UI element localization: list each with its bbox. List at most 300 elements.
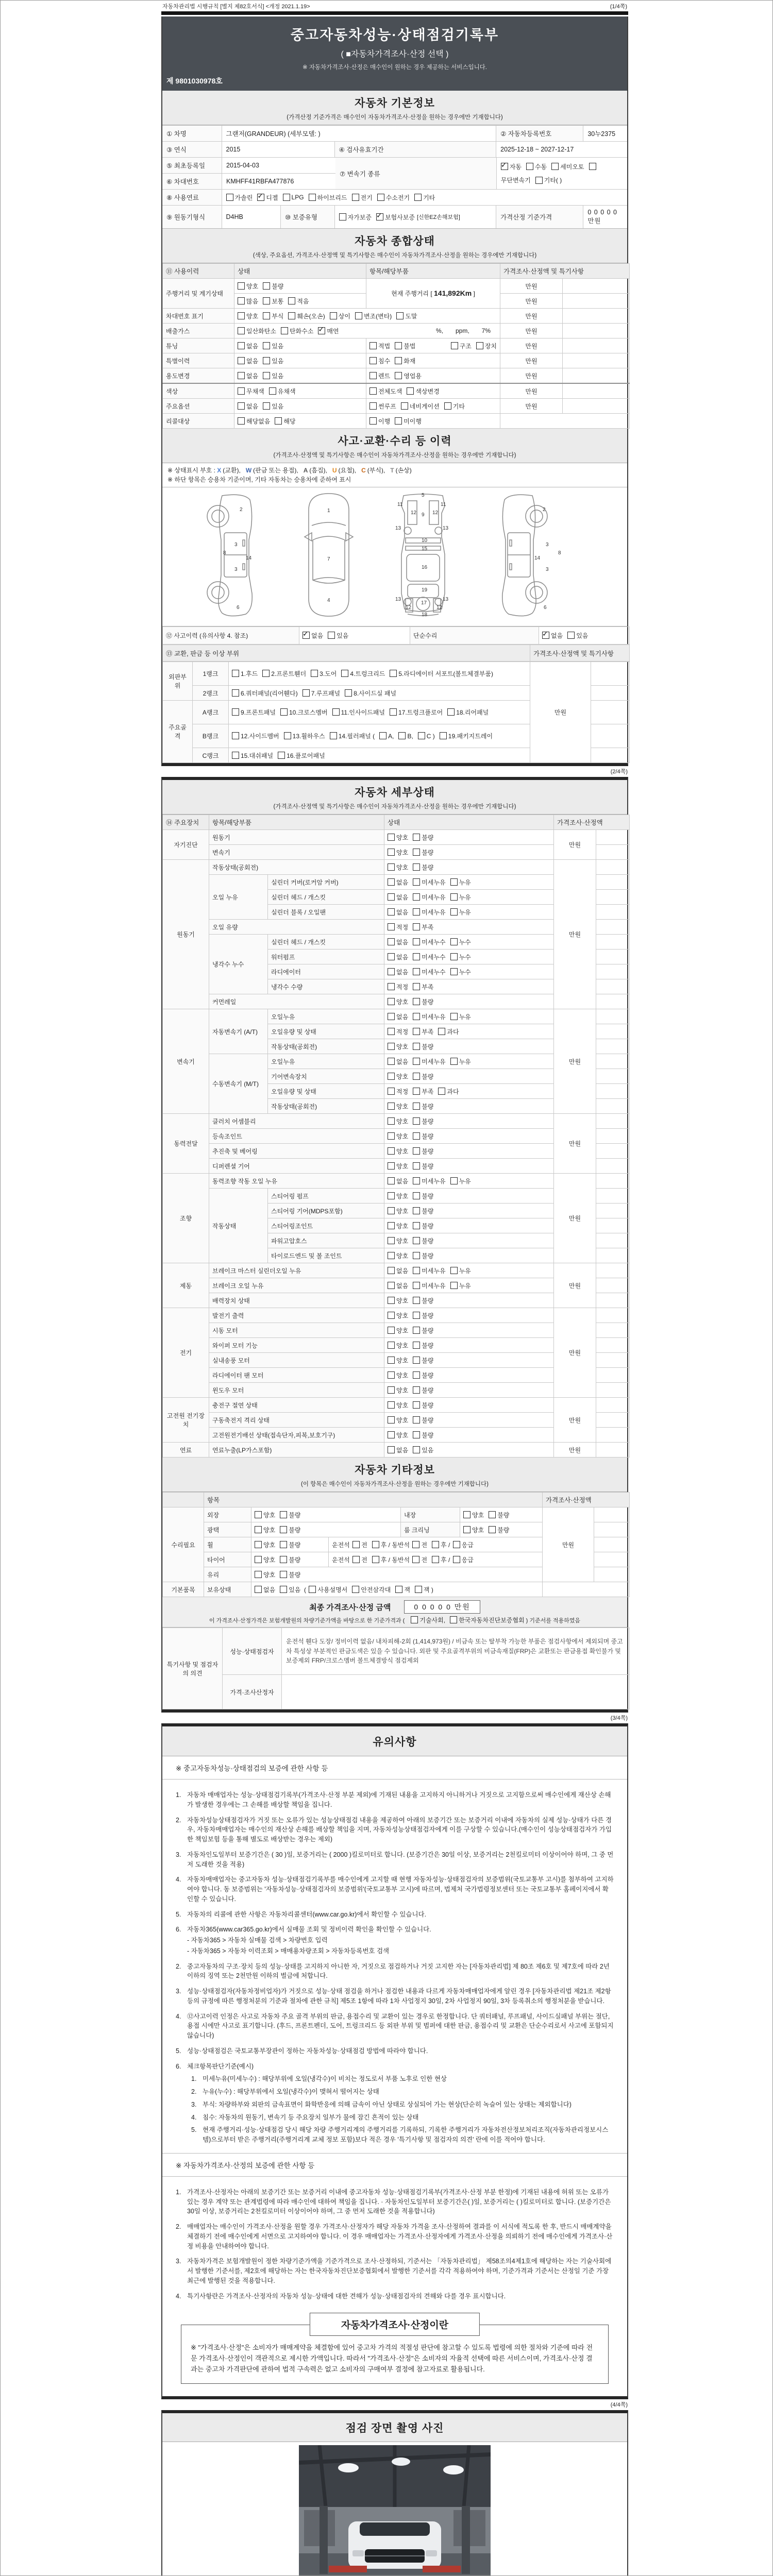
checkbox[interactable] — [542, 632, 549, 639]
checkbox[interactable] — [450, 908, 458, 916]
checkbox[interactable] — [369, 417, 377, 425]
item-cell: 클러치 어셈블리 — [209, 1114, 384, 1129]
checkbox[interactable] — [238, 282, 245, 290]
checkbox[interactable] — [411, 1616, 418, 1623]
checkbox[interactable] — [413, 1013, 420, 1020]
checkbox[interactable] — [309, 1586, 316, 1593]
checkbox[interactable] — [388, 1327, 395, 1334]
checkbox[interactable] — [447, 708, 455, 716]
checkbox[interactable] — [388, 1416, 395, 1423]
checkbox[interactable] — [311, 670, 318, 677]
checkbox[interactable] — [369, 357, 377, 364]
checkbox[interactable] — [395, 342, 402, 349]
checkbox[interactable] — [388, 908, 395, 916]
checkbox[interactable] — [413, 1401, 420, 1409]
checkbox[interactable] — [388, 1401, 395, 1409]
checkbox[interactable] — [232, 689, 239, 697]
tire-checks: 양호 불량 — [251, 1552, 329, 1567]
checkbox[interactable] — [401, 402, 408, 410]
checkbox[interactable] — [413, 834, 420, 841]
checkbox[interactable] — [489, 1511, 496, 1518]
checkbox[interactable] — [398, 732, 406, 739]
checkbox[interactable] — [255, 1526, 262, 1533]
item-cell: 오일 누유 — [209, 875, 268, 920]
checkbox[interactable] — [450, 1058, 458, 1065]
blank-cell — [596, 1383, 630, 1398]
item-cell: 브레이크 마스터 실린더오일 누유 — [209, 1263, 384, 1278]
page-4 — [161, 2410, 628, 2576]
checkbox[interactable] — [232, 752, 239, 759]
checkbox[interactable] — [413, 1342, 420, 1349]
checkbox[interactable] — [413, 1117, 420, 1125]
checkbox[interactable] — [390, 670, 397, 677]
exchange-price-header: 가격조사·산정액 및 특기사항 — [530, 645, 630, 662]
checkbox[interactable] — [413, 1252, 420, 1259]
checkbox[interactable] — [318, 327, 325, 334]
notice-list-a — [162, 1780, 627, 2153]
checkbox[interactable] — [388, 1013, 395, 1020]
checkbox[interactable] — [413, 1371, 420, 1379]
checkbox[interactable] — [255, 1556, 262, 1563]
checkbox[interactable] — [501, 163, 508, 170]
checkbox[interactable] — [413, 968, 420, 975]
table-header-row — [163, 1493, 630, 1507]
checkbox[interactable] — [432, 1541, 439, 1548]
table-row — [163, 279, 630, 294]
checkbox[interactable] — [450, 1013, 458, 1020]
svg-text:18: 18 — [422, 612, 428, 618]
checkbox[interactable] — [413, 1073, 420, 1080]
checkbox[interactable] — [388, 1252, 395, 1259]
price-cell: 만원 — [554, 830, 596, 860]
accident-history-checks: ✓ 없음 있음 — [299, 627, 410, 645]
repair-needed-label: 수리필요 — [163, 1507, 204, 1582]
checkbox[interactable] — [388, 953, 395, 960]
checkbox[interactable] — [379, 732, 386, 739]
checkbox[interactable] — [463, 1511, 470, 1518]
checkbox[interactable] — [413, 1088, 420, 1095]
device-cell: 원동기 — [163, 860, 209, 1009]
table-row — [163, 324, 630, 338]
checkbox[interactable] — [388, 1147, 395, 1155]
checkbox[interactable] — [450, 878, 458, 886]
checkbox[interactable] — [232, 708, 239, 716]
blank-cell — [596, 1099, 630, 1114]
checkbox[interactable] — [450, 1267, 458, 1274]
checkbox[interactable] — [413, 953, 420, 960]
checkbox[interactable] — [369, 342, 377, 349]
checkbox[interactable] — [388, 1073, 395, 1080]
checkbox[interactable] — [309, 194, 316, 201]
blank-cell — [596, 1009, 630, 1024]
svg-text:9: 9 — [422, 512, 425, 518]
color-checks: 무채색 유채색 — [234, 383, 366, 399]
checkbox[interactable] — [328, 632, 335, 639]
wheel-positions: 운전석 전 후 / 동반석 전 후 / 응급 — [329, 1537, 543, 1552]
checkbox[interactable] — [453, 1541, 460, 1548]
page-marker-1: (1/4쪽) — [610, 4, 627, 10]
checkbox[interactable] — [288, 312, 295, 319]
checkbox[interactable] — [396, 312, 404, 319]
checkbox[interactable] — [589, 163, 596, 170]
table-row — [163, 1174, 630, 1189]
checkbox[interactable] — [330, 732, 337, 739]
checkbox[interactable] — [388, 1312, 395, 1319]
svg-text:13: 13 — [395, 597, 401, 602]
checkbox[interactable] — [255, 1541, 262, 1548]
checkbox[interactable] — [450, 1616, 457, 1623]
checkbox[interactable] — [388, 1058, 395, 1065]
checkbox[interactable] — [413, 1177, 420, 1184]
checkbox[interactable] — [280, 1511, 287, 1518]
blank-cell — [596, 1174, 630, 1189]
notice-section-b-title: ※ 자동차가격조사·산정의 보증에 관한 사항 등 — [162, 2153, 627, 2177]
checkbox[interactable] — [238, 342, 245, 349]
checkbox[interactable] — [376, 213, 383, 221]
checkbox[interactable] — [388, 938, 395, 945]
checkbox[interactable] — [263, 282, 270, 290]
device-cell: 조향 — [163, 1174, 209, 1263]
blank-cell — [594, 1537, 630, 1552]
checkbox[interactable] — [450, 1282, 458, 1289]
checkbox[interactable] — [388, 1177, 395, 1184]
checkbox[interactable] — [255, 1586, 262, 1593]
checkbox[interactable] — [438, 1028, 445, 1035]
checkbox[interactable] — [238, 372, 245, 379]
notice-subitem: 3. 부식: 차량하부와 외판의 금속표면이 화학반응에 의해 금속이 아닌 상태로 상실되어 가는 현상(단순히 녹슬어 있는 상태는 제외합니다) — [191, 2100, 572, 2108]
checkbox[interactable] — [238, 402, 245, 410]
state-code-letter: T — [390, 467, 394, 474]
col-price: 가격조사·산정액 — [554, 815, 630, 830]
checkbox[interactable] — [355, 312, 362, 319]
svg-text:12: 12 — [406, 605, 412, 611]
note-passenger-car: ※ 하단 항목은 승용차 기준이며, 기타 자동차는 승용차에 준하여 표시 — [167, 476, 351, 483]
checkbox[interactable] — [352, 1556, 360, 1563]
checkbox[interactable] — [395, 1586, 402, 1593]
checkbox[interactable] — [413, 1043, 420, 1050]
item-cell: 변속기 — [209, 845, 384, 860]
checkbox[interactable] — [453, 1556, 460, 1563]
checkbox[interactable] — [413, 1267, 420, 1274]
notice-subitem: 1. 미세누유(미세누수) : 해당부위에 오일(냉각수)이 비치는 정도로서 부품 노후로 인한 현상 — [191, 2075, 447, 2083]
checkbox[interactable] — [280, 1556, 287, 1563]
checkbox[interactable] — [413, 849, 420, 856]
checkbox[interactable] — [451, 342, 458, 349]
checkbox[interactable] — [332, 708, 340, 716]
checkbox[interactable] — [388, 878, 395, 886]
col-item: 항목/해당부품 — [366, 264, 500, 279]
checkbox[interactable] — [444, 402, 451, 410]
vin-label: ⑥ 차대번호 — [162, 174, 222, 189]
checkbox[interactable] — [413, 1446, 420, 1453]
table-row — [163, 860, 630, 875]
checkbox[interactable] — [388, 893, 395, 901]
checkbox[interactable] — [390, 708, 397, 716]
checkbox[interactable] — [388, 1043, 395, 1050]
checkbox[interactable] — [388, 849, 395, 856]
checkbox[interactable] — [413, 1327, 420, 1334]
section-subtitle: (색상, 주요옵션, 가격조사·산정액 및 특기사항은 매수인이 자동차가격조사·산정을 원하는 경우에만 기재합니다) — [253, 252, 537, 259]
checkbox[interactable] — [413, 878, 420, 886]
rankC-label: C랭크 — [193, 748, 229, 763]
checkbox[interactable] — [281, 327, 288, 334]
checkbox[interactable] — [388, 1132, 395, 1140]
section-overall-state — [162, 229, 627, 263]
item-cell: 충전구 절연 상태 — [209, 1398, 384, 1413]
checkbox[interactable] — [388, 863, 395, 871]
checkbox[interactable] — [339, 213, 346, 221]
checkbox[interactable] — [377, 194, 384, 201]
checkbox[interactable] — [263, 357, 270, 364]
state-cell: 양호 불량 — [384, 830, 554, 845]
checkbox[interactable] — [388, 1267, 395, 1274]
checkbox[interactable] — [369, 387, 377, 395]
checkbox[interactable] — [388, 1103, 395, 1110]
state-cell: 없음 미세누유 누유 — [384, 890, 554, 905]
blank-cell — [596, 979, 630, 994]
checkbox[interactable] — [463, 1526, 470, 1533]
checkbox[interactable] — [388, 923, 395, 930]
checkbox[interactable] — [413, 923, 420, 930]
checkbox[interactable] — [388, 834, 395, 841]
checkbox[interactable] — [352, 1541, 360, 1548]
checkbox[interactable] — [413, 938, 420, 945]
table-row — [163, 338, 630, 353]
checkbox[interactable] — [388, 998, 395, 1005]
main-option-label: 주요옵션 — [163, 399, 234, 414]
mileage-label: 주행거리 및 계기상태 — [163, 279, 234, 309]
checkbox[interactable] — [388, 1088, 395, 1095]
checkbox[interactable] — [388, 1207, 395, 1214]
checkbox[interactable] — [450, 1177, 458, 1184]
checkbox[interactable] — [418, 732, 425, 739]
checkbox[interactable] — [352, 1586, 359, 1593]
checkbox[interactable] — [280, 708, 288, 716]
blank-cell — [563, 399, 630, 414]
table-row — [163, 309, 630, 324]
checkbox[interactable] — [388, 1162, 395, 1170]
blank-cell — [596, 1308, 630, 1323]
checkbox[interactable] — [412, 1556, 419, 1563]
checkbox[interactable] — [413, 1058, 420, 1065]
subitem-cell: 스티어링조인트 — [268, 1218, 384, 1233]
checkbox[interactable] — [413, 1282, 420, 1289]
checkbox[interactable] — [413, 1237, 420, 1244]
checkbox[interactable] — [413, 1207, 420, 1214]
checkbox[interactable] — [263, 402, 270, 410]
checkbox[interactable] — [413, 1103, 420, 1110]
checkbox[interactable] — [255, 1571, 262, 1578]
checkbox[interactable] — [372, 1541, 379, 1548]
checkbox[interactable] — [369, 402, 377, 410]
final-price-amount: 0 0 0 0 0 만원 — [404, 1600, 480, 1614]
checkbox[interactable] — [372, 1556, 379, 1563]
checkbox[interactable] — [284, 732, 291, 739]
rank-table — [162, 662, 630, 763]
checkbox[interactable] — [388, 1117, 395, 1125]
checkbox[interactable] — [388, 1446, 395, 1453]
checkbox[interactable] — [489, 1526, 496, 1533]
checkbox[interactable] — [432, 1556, 439, 1563]
checkbox[interactable] — [238, 297, 245, 304]
mileage-km: 141,892Km — [434, 289, 472, 297]
table-row — [163, 662, 630, 686]
svg-text:13: 13 — [443, 597, 449, 602]
checkbox[interactable] — [413, 863, 420, 871]
col-use-history: ⑪ 사용이력 — [163, 264, 234, 279]
item-cell: 발전기 출력 — [209, 1308, 384, 1323]
checkbox[interactable] — [413, 1192, 420, 1199]
checkbox[interactable] — [395, 357, 402, 364]
checkbox[interactable] — [226, 194, 233, 201]
checkbox[interactable] — [395, 372, 402, 379]
color-items: 전체도색 색상변경 — [366, 383, 500, 399]
checkbox[interactable] — [288, 297, 295, 304]
checkbox[interactable] — [388, 983, 395, 990]
checkbox[interactable] — [388, 1237, 395, 1244]
checkbox[interactable] — [255, 1511, 262, 1518]
blank-cell — [591, 662, 630, 686]
checkbox[interactable] — [450, 953, 458, 960]
first-reg-value: 2015-04-03 — [226, 162, 259, 169]
notice-bullet: - 자동차365 > 자동차 이력조회 > 매매용차량조회 > 자동차등록번호 검색 — [187, 1947, 390, 1955]
checkbox[interactable] — [413, 1147, 420, 1155]
checkbox[interactable] — [388, 1222, 395, 1229]
checkbox[interactable] — [535, 177, 543, 184]
checkbox[interactable] — [278, 752, 285, 759]
checkbox[interactable] — [388, 1028, 395, 1035]
checkbox[interactable] — [257, 194, 264, 201]
checkbox[interactable] — [303, 689, 310, 697]
checkbox[interactable] — [407, 387, 414, 395]
checkbox[interactable] — [388, 1192, 395, 1199]
checkbox[interactable] — [450, 938, 458, 945]
checkbox[interactable] — [283, 194, 290, 201]
checkbox[interactable] — [238, 417, 245, 425]
checkbox[interactable] — [280, 1571, 287, 1578]
checkbox[interactable] — [280, 1586, 287, 1593]
blank-cell — [596, 1338, 630, 1353]
checkbox[interactable] — [413, 983, 420, 990]
checkbox[interactable] — [551, 163, 559, 170]
checkbox[interactable] — [413, 1297, 420, 1304]
checkbox[interactable] — [238, 312, 245, 319]
subitem-cell: 작동상태(공회전) — [268, 1099, 384, 1114]
col-item: 항목/해당부품 — [209, 815, 384, 830]
checkbox[interactable] — [263, 372, 270, 379]
checkbox[interactable] — [269, 387, 276, 395]
checkbox[interactable] — [413, 1386, 420, 1394]
checkbox[interactable] — [412, 1541, 419, 1548]
blank-cell — [596, 964, 630, 979]
checkbox[interactable] — [262, 670, 270, 677]
checkbox[interactable] — [238, 357, 245, 364]
checkbox[interactable] — [263, 342, 270, 349]
checkbox[interactable] — [413, 1132, 420, 1140]
checkbox[interactable] — [280, 1541, 287, 1548]
checkbox[interactable] — [388, 1431, 395, 1438]
checkbox[interactable] — [345, 689, 352, 697]
checkbox[interactable] — [280, 1526, 287, 1533]
notice-item: 4. ⑫사고이력 인정은 사고로 자동차 주요 골격 부위의 판금, 용접수리 및 교환이 있는 경우로 한정합니다. 단 쿼터패널, 루프패널, 사이드실패널 부위는 절단, 용접 시에만 사고로 표기합니다. (후드, 프론트펜더, 도어, 트렁크리드 등 외판 부위 및 범퍼에 대한 판금, 용접수리 및 교환은 단순수리로서 사고에 포함되지 않습니다) — [176, 2012, 614, 2039]
checkbox[interactable] — [388, 1386, 395, 1394]
checkbox[interactable] — [414, 194, 422, 201]
checkbox[interactable] — [238, 327, 245, 334]
checkbox[interactable] — [450, 893, 458, 901]
rankB-items: 12.사이드멤버 13.휠하우스 14.필러패널 ( A, B, C ) 19.패키지트레이 — [229, 724, 530, 748]
notice-item: 2. 중고자동차의 구조·장치 등의 성능·상태를 고지하지 아니한 자, 거짓으로 점검하거나 거짓 고지한 자는 [자동차관리법] 제 80조 제6호 및 제7호에 따라 2년 이하의 징역 또는 2천만원 이하의 벌금에 처합니다. — [176, 1962, 610, 1980]
device-cell: 동력전달 — [163, 1114, 209, 1174]
base-price-label: 가격산정 기준가격 — [496, 206, 583, 228]
item-cell: 디퍼렌셜 기어 — [209, 1159, 384, 1174]
state-cell: 양호 불량 — [384, 1159, 554, 1174]
svg-text:16: 16 — [422, 565, 428, 570]
tire-label: 타이어 — [204, 1552, 251, 1567]
checkbox[interactable] — [275, 417, 282, 425]
checkbox[interactable] — [263, 297, 270, 304]
checkbox[interactable] — [388, 1357, 395, 1364]
checkbox[interactable] — [450, 968, 458, 975]
state-cell: 양호 불량 — [384, 1383, 554, 1398]
checkbox[interactable] — [413, 1416, 420, 1423]
inspection-photos — [162, 2442, 627, 2576]
checkbox[interactable] — [395, 417, 402, 425]
notice-item: 4. 자동차매매업자는 중고자동차 성능·상태점검기록부를 매수인에게 고지할 때 현행 자동차성능·상태점검자의 보증범위(국토교통부 고시)를 첨부하여 고지하여야 합니다. 동 보증범위는 '자동차성능·상태점검자의 보증범위'(국토교통부 고시)에 따르며, 법제처 국가법령정보센터 또는 국토교통부 홈페이지에서 확인할 수 있습니다. — [176, 1876, 614, 1903]
checkbox[interactable] — [369, 372, 377, 379]
checkbox[interactable] — [413, 1431, 420, 1438]
item-cell: 추진축 및 베어링 — [209, 1144, 384, 1159]
checkbox[interactable] — [440, 732, 447, 739]
checkbox[interactable] — [567, 632, 575, 639]
checkbox[interactable] — [438, 1088, 445, 1095]
state-code-letter: C — [361, 467, 366, 474]
device-cell: 전기 — [163, 1308, 209, 1398]
checkbox[interactable] — [413, 1162, 420, 1170]
checkbox[interactable] — [341, 670, 348, 677]
checkbox[interactable] — [232, 670, 239, 677]
checkbox[interactable] — [232, 732, 239, 739]
checkbox[interactable] — [388, 1282, 395, 1289]
checkbox[interactable] — [388, 1371, 395, 1379]
special-history-checks: 없음 있음 — [234, 353, 366, 368]
col-state: 상태 — [234, 264, 366, 279]
checkbox[interactable] — [413, 893, 420, 901]
checkbox[interactable] — [238, 387, 245, 395]
checkbox[interactable] — [303, 632, 310, 639]
subitem-cell: 파워고압호스 — [268, 1233, 384, 1248]
checkbox[interactable] — [413, 1357, 420, 1364]
checkbox[interactable] — [352, 194, 359, 201]
checkbox[interactable] — [413, 908, 420, 916]
checkbox[interactable] — [413, 1222, 420, 1229]
checkbox[interactable] — [413, 998, 420, 1005]
checkbox[interactable] — [388, 1297, 395, 1304]
price-cell: 만원 — [500, 338, 563, 353]
checkbox[interactable] — [413, 1028, 420, 1035]
table-row — [163, 1443, 630, 1458]
page-3 — [161, 1723, 628, 2399]
checkbox[interactable] — [330, 312, 337, 319]
checkbox[interactable] — [526, 163, 533, 170]
checkbox[interactable] — [415, 1586, 422, 1593]
checkbox[interactable] — [263, 312, 270, 319]
checkbox[interactable] — [388, 968, 395, 975]
checkbox[interactable] — [413, 1312, 420, 1319]
checkbox[interactable] — [476, 342, 483, 349]
subitem-cell: 오일유량 및 상태 — [268, 1084, 384, 1099]
checkbox[interactable] — [388, 1342, 395, 1349]
svg-text:2: 2 — [240, 507, 243, 513]
